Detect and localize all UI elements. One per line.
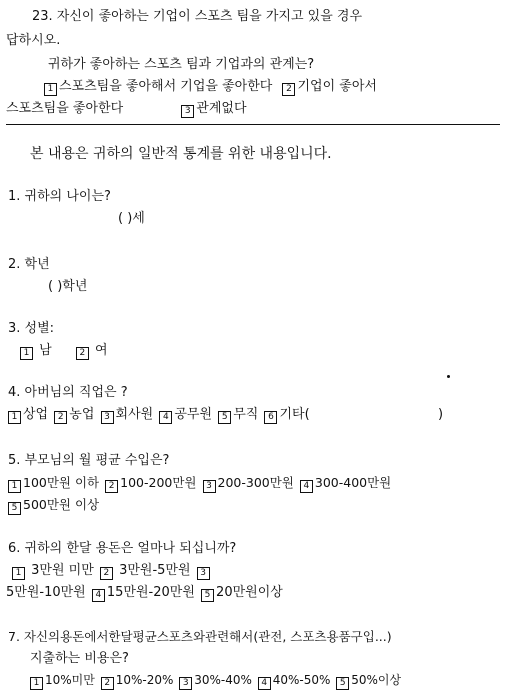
q6-option-2[interactable]: 2 3만원-5만원 [100,564,191,580]
q23-option-3[interactable]: 3 관계없다 [181,102,246,118]
q7-option-1[interactable]: 1 10%미만 [30,674,95,690]
q4-title: 4. 아버님의 직업은 ? [8,385,128,400]
q7-option-2[interactable]: 2 10%-20% [101,674,174,690]
q5-option-3[interactable]: 3 200-300만원 [203,476,294,493]
q6-title: 6. 귀하의 한달 용돈은 얼마나 되십니까? [8,541,237,556]
q7-option-4[interactable]: 4 40%-50% [258,674,331,690]
checkbox-1[interactable]: 1 [44,83,57,96]
q6-option-3[interactable]: 5만원-10만원 [6,585,86,600]
checkbox-3[interactable]: 3 [181,105,194,118]
q4-option-3[interactable]: 3 회사원 [101,408,154,424]
checkbox-5[interactable]: 5 [336,677,349,690]
checkbox-3[interactable]: 3 [101,411,114,424]
q5-option-4[interactable]: 4 300-400만원 [300,476,391,493]
q5-option-1[interactable]: 1 100만원 이하 [8,476,99,493]
q5-option-5[interactable]: 5 500만원 이상 [8,498,99,515]
q3-title: 3. 성별: [8,321,55,336]
checkbox-6[interactable]: 6 [264,411,277,424]
checkbox-3[interactable]: 3 [197,567,210,580]
q5-option-2[interactable]: 2 100-200만원 [105,476,196,493]
checkbox-4[interactable]: 4 [300,480,313,493]
checkbox-3[interactable]: 3 [179,677,192,690]
q5-title: 5. 부모님의 월 평균 수입은? [8,453,170,468]
stray-mark [447,375,450,378]
q5-options-row1 [8,476,393,493]
q4-option-2[interactable]: 2 농업 [54,408,94,424]
checkbox-5[interactable]: 5 [201,589,214,602]
checkbox-1[interactable]: 1 [8,480,21,493]
q1-age-blank[interactable]: ( )세 [118,211,145,226]
q7-title-line1: 7. 자신의용돈에서한달평균스포츠와관련해서(관전, 스포츠용품구입...) [8,629,392,644]
checkbox-1[interactable]: 1 [8,411,21,424]
checkbox-1[interactable]: 1 [30,677,43,690]
q23-option-1[interactable]: 1 스포츠팀을 좋아해서 기업을 좋아한다 [44,80,272,96]
q23-option-2-cont: 스포츠팀을 좋아한다 [6,101,124,116]
q4-option-4[interactable]: 4 공무원 [159,408,212,424]
checkbox-2[interactable]: 2 [282,83,295,96]
q4-option-1[interactable]: 1 상업 [8,408,48,424]
checkbox-5[interactable]: 5 [218,411,231,424]
q5-options-row2 [8,498,101,515]
checkbox-1[interactable]: 1 [12,567,25,580]
q23-option-2[interactable]: 2 기업이 좋아서 [282,80,376,96]
divider [6,124,500,125]
q6-option-4[interactable]: 4 15만원-20만원 [92,586,195,602]
q3-option-female[interactable]: 2 여 [76,344,108,360]
q4-close-paren: ) [438,407,444,422]
q1-title: 1. 귀하의 나이는? [8,189,111,204]
checkbox-3[interactable]: 3 [203,480,216,493]
q7-option-5[interactable]: 5 50%이상 [336,674,401,690]
q2-grade-blank[interactable]: ( )학년 [48,279,88,294]
checkbox-4[interactable]: 4 [258,677,271,690]
q7-options [30,674,403,690]
q2-title: 2. 학년 [8,257,50,272]
q6-options-row2 [6,586,285,602]
checkbox-4[interactable]: 4 [159,411,172,424]
q23-options-row2 [6,102,249,118]
checkbox-1[interactable]: 1 [20,347,33,360]
checkbox-2[interactable]: 2 [105,480,118,493]
q3-options [20,344,110,360]
q23-options-row1 [44,80,379,96]
checkbox-2[interactable]: 2 [101,677,114,690]
q6-options-row1 [12,564,212,580]
q7-option-3[interactable]: 3 30%-40% [179,674,252,690]
q4-options [8,408,312,424]
q23-line1: 23. 자신이 좋아하는 기업이 스포츠 팀을 가지고 있을 경우 [32,9,363,24]
q23-line3: 귀하가 좋아하는 스포츠 팀과 기업과의 관계는? [48,57,315,72]
q3-option-male[interactable]: 1 남 [20,344,52,360]
intro-text: 본 내용은 귀하의 일반적 통계를 위한 내용입니다. [30,146,332,162]
q7-title-line2: 지출하는 비용은? [30,651,129,666]
q6-option-5[interactable]: 5 20만원이상 [201,586,283,602]
q6-option-1[interactable]: 1 3만원 미만 [12,564,94,580]
checkbox-5[interactable]: 5 [8,502,21,515]
q4-option-5[interactable]: 5 무직 [218,408,258,424]
checkbox-2[interactable]: 2 [100,567,113,580]
checkbox-4[interactable]: 4 [92,589,105,602]
checkbox-2[interactable]: 2 [54,411,67,424]
checkbox-2[interactable]: 2 [76,347,89,360]
q23-line2: 답하시오. [6,33,61,48]
q4-option-6[interactable]: 6 기타( [264,408,309,424]
